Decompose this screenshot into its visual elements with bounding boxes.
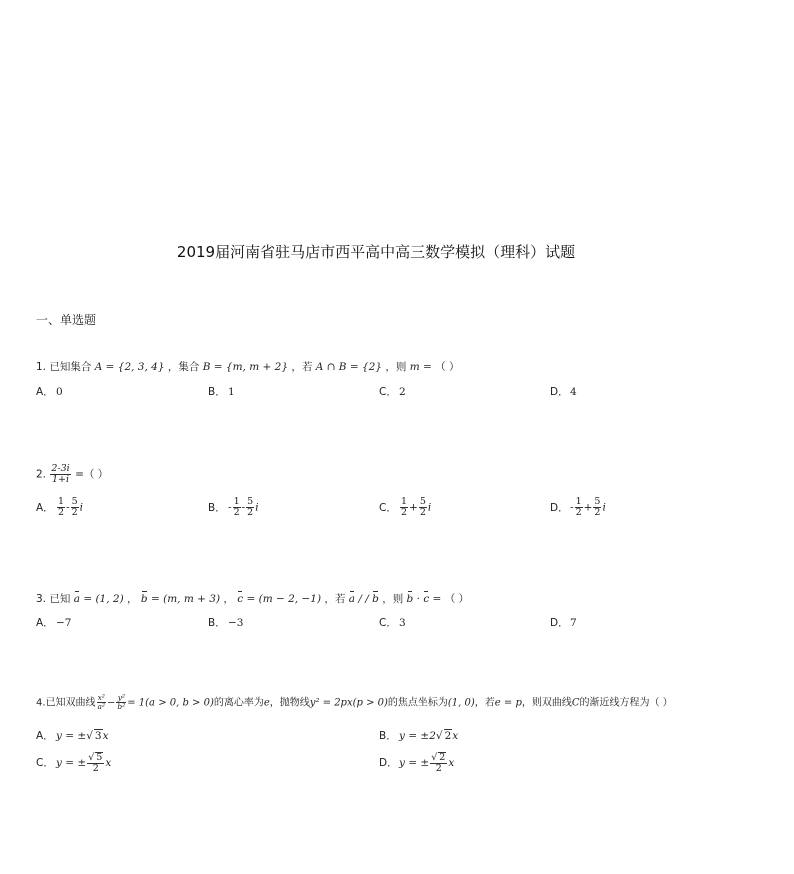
math-expression: C — [571, 697, 580, 709]
option-b[interactable] — [208, 615, 243, 630]
option-c[interactable] — [379, 497, 431, 518]
variable: x — [448, 757, 455, 769]
numerator: 1 — [575, 496, 582, 507]
sqrt-sign: √ — [86, 730, 93, 742]
option-letter: B． — [379, 730, 397, 742]
option-c[interactable] — [379, 615, 406, 630]
vector-c: c — [237, 593, 244, 605]
question-1 — [36, 360, 459, 374]
math-expression: = (m − 2, −1) — [246, 593, 322, 605]
question-text: 的焦点坐标为 — [387, 697, 448, 709]
equals-sign: = — [432, 593, 442, 605]
math-expression: y = ± — [56, 730, 87, 742]
question-text: ，则 — [382, 593, 404, 605]
option-text: 0 — [56, 386, 63, 398]
question-number: 3. — [36, 593, 47, 605]
sign: - — [228, 501, 232, 514]
imaginary-unit: i — [602, 501, 606, 514]
numerator: 5 — [247, 496, 254, 507]
section-heading: 一、单选题 — [36, 313, 97, 327]
option-a[interactable] — [36, 615, 71, 630]
sqrt-sign: √ — [431, 752, 438, 763]
option-letter: A． — [36, 386, 54, 398]
option-letter: D． — [550, 386, 569, 398]
sqrt-sign: √ — [88, 752, 95, 763]
option-letter: B． — [208, 617, 226, 629]
fraction — [57, 497, 65, 518]
fraction — [246, 497, 254, 518]
math-expression: e — [263, 697, 270, 709]
question-text: ，集合 — [167, 361, 200, 373]
denominator: 2 — [401, 507, 408, 518]
sign: - — [570, 501, 574, 514]
operator: − — [107, 697, 116, 709]
option-text: −7 — [56, 617, 72, 629]
variable: x — [452, 730, 459, 742]
option-letter: B． — [208, 386, 226, 398]
option-letter: A． — [36, 730, 54, 742]
fraction — [50, 464, 70, 485]
separator: ， — [127, 593, 138, 605]
page-title: 2019届河南省驻马店市西平高中高三数学模拟（理科）试题 — [176, 243, 576, 261]
denominator: 2 — [58, 507, 65, 518]
denominator: 2 — [435, 763, 442, 774]
variable: x — [102, 730, 109, 742]
option-text: 1 — [228, 386, 235, 398]
parallel-symbol: / / — [358, 593, 369, 605]
option-b[interactable] — [208, 384, 235, 399]
fraction — [71, 497, 79, 518]
denominator: a² — [97, 702, 106, 711]
option-text: 3 — [399, 617, 406, 629]
operator: - — [241, 501, 246, 514]
option-b[interactable] — [379, 728, 458, 743]
question-text: ，抛物线 — [269, 697, 310, 709]
math-expression: y² = 2px(p > 0) — [309, 697, 388, 709]
question-3 — [36, 592, 469, 606]
math-expression: = (m, m + 3) — [150, 593, 221, 605]
numerator: 5 — [594, 496, 601, 507]
denominator: 2 — [247, 507, 254, 518]
fraction — [87, 752, 104, 774]
denominator: 2 — [594, 507, 601, 518]
math-expression: A = {2, 3, 4} — [94, 361, 165, 373]
math-expression: y = ±2 — [399, 730, 436, 742]
option-text: −3 — [228, 617, 244, 629]
answer-blank: 的渐近线方程为（ ） — [579, 697, 673, 709]
question-text: 的离心率为 — [213, 697, 264, 709]
option-d[interactable] — [379, 752, 454, 774]
option-letter: B． — [208, 501, 226, 514]
option-letter: D． — [550, 617, 569, 629]
numerator: 1 — [401, 496, 408, 507]
operator: + — [583, 501, 593, 514]
sqrt-sign: √ — [435, 730, 443, 742]
option-letter: D． — [550, 501, 569, 514]
vector-b: b — [406, 593, 414, 605]
math-expression: e = p — [494, 697, 522, 709]
variable: x — [105, 757, 112, 769]
math-expression: B = {m, m + 2} — [202, 361, 289, 373]
question-number: 2. — [36, 468, 47, 481]
question-text: ，则双曲线 — [521, 697, 572, 709]
operator: + — [409, 501, 418, 514]
radicand: 2 — [439, 752, 446, 763]
denominator: 2 — [92, 763, 99, 774]
option-letter: A． — [36, 617, 54, 629]
imaginary-unit: i — [427, 501, 432, 514]
question-4 — [36, 694, 673, 711]
question-number: 1. — [36, 361, 47, 373]
vector-b: b — [372, 593, 379, 605]
question-text: ，则 — [385, 361, 407, 373]
question-text: ，若 — [474, 697, 495, 709]
math-expression: A ∩ B = {2} — [315, 361, 382, 373]
numerator: y² — [117, 693, 125, 702]
vector-b: b — [140, 593, 148, 605]
fraction — [593, 497, 601, 518]
answer-blank: （ ） — [435, 361, 460, 373]
option-letter: A． — [36, 501, 54, 514]
imaginary-unit: i — [79, 501, 84, 514]
option-c[interactable] — [36, 752, 111, 774]
math-expression: = 1(a > 0, b > 0) — [127, 697, 214, 709]
math-expression: y = ± — [56, 757, 87, 769]
math-expression: y = ± — [399, 757, 430, 769]
radicand: 5 — [96, 752, 103, 763]
fraction — [575, 497, 583, 518]
option-b[interactable] — [208, 497, 259, 518]
option-c[interactable] — [379, 384, 406, 399]
option-a[interactable] — [36, 384, 63, 399]
denominator: 1+i — [52, 474, 70, 485]
fraction — [233, 497, 241, 518]
option-d[interactable] — [550, 615, 577, 630]
option-text: 7 — [570, 617, 577, 629]
option-letter: C． — [379, 617, 397, 629]
answer-blank: （ ） — [444, 593, 470, 605]
vector-c: c — [423, 593, 430, 605]
imaginary-unit: i — [255, 501, 259, 514]
dot-operator: · — [416, 593, 420, 605]
fraction — [430, 752, 447, 774]
numerator: 1 — [233, 496, 240, 507]
numerator: 5 — [419, 496, 426, 507]
vector-a: a — [73, 593, 80, 605]
fraction — [97, 694, 106, 711]
fraction — [400, 497, 408, 518]
denominator: 2 — [71, 507, 78, 518]
numerator: 5 — [71, 496, 78, 507]
question-number: 4. — [36, 697, 46, 709]
math-expression: m = — [409, 361, 432, 373]
denominator: 2 — [419, 507, 426, 518]
question-text: ，若 — [291, 361, 313, 373]
radicand: 2 — [444, 730, 452, 742]
option-text: 4 — [570, 386, 577, 398]
vector-a: a — [348, 593, 356, 605]
option-letter: C． — [36, 757, 54, 769]
numerator: x² — [97, 693, 105, 702]
radicand: 3 — [94, 730, 102, 742]
math-expression: (1, 0) — [447, 697, 475, 709]
denominator: 2 — [233, 507, 240, 518]
separator: ， — [223, 593, 234, 605]
option-letter: C． — [379, 501, 397, 514]
option-letter: D． — [379, 757, 398, 769]
option-d[interactable] — [550, 384, 577, 399]
question-text: 已知双曲线 — [45, 697, 96, 709]
answer-blank: =（ ） — [75, 468, 109, 481]
fraction — [116, 694, 126, 711]
question-2 — [36, 464, 108, 485]
option-d[interactable] — [550, 497, 606, 518]
numerator: 2-3i — [51, 463, 70, 474]
operator: - — [66, 501, 70, 514]
denominator: 2 — [575, 507, 582, 518]
option-a[interactable] — [36, 728, 109, 743]
option-letter: C． — [379, 386, 397, 398]
fraction — [419, 497, 427, 518]
denominator: b² — [117, 702, 126, 711]
question-text: ，若 — [324, 593, 346, 605]
option-a[interactable] — [36, 497, 83, 518]
numerator: 1 — [58, 496, 65, 507]
math-expression: = (1, 2) — [83, 593, 124, 605]
question-text: 已知集合 — [49, 361, 92, 373]
question-text: 已知 — [49, 593, 71, 605]
option-text: 2 — [399, 386, 406, 398]
